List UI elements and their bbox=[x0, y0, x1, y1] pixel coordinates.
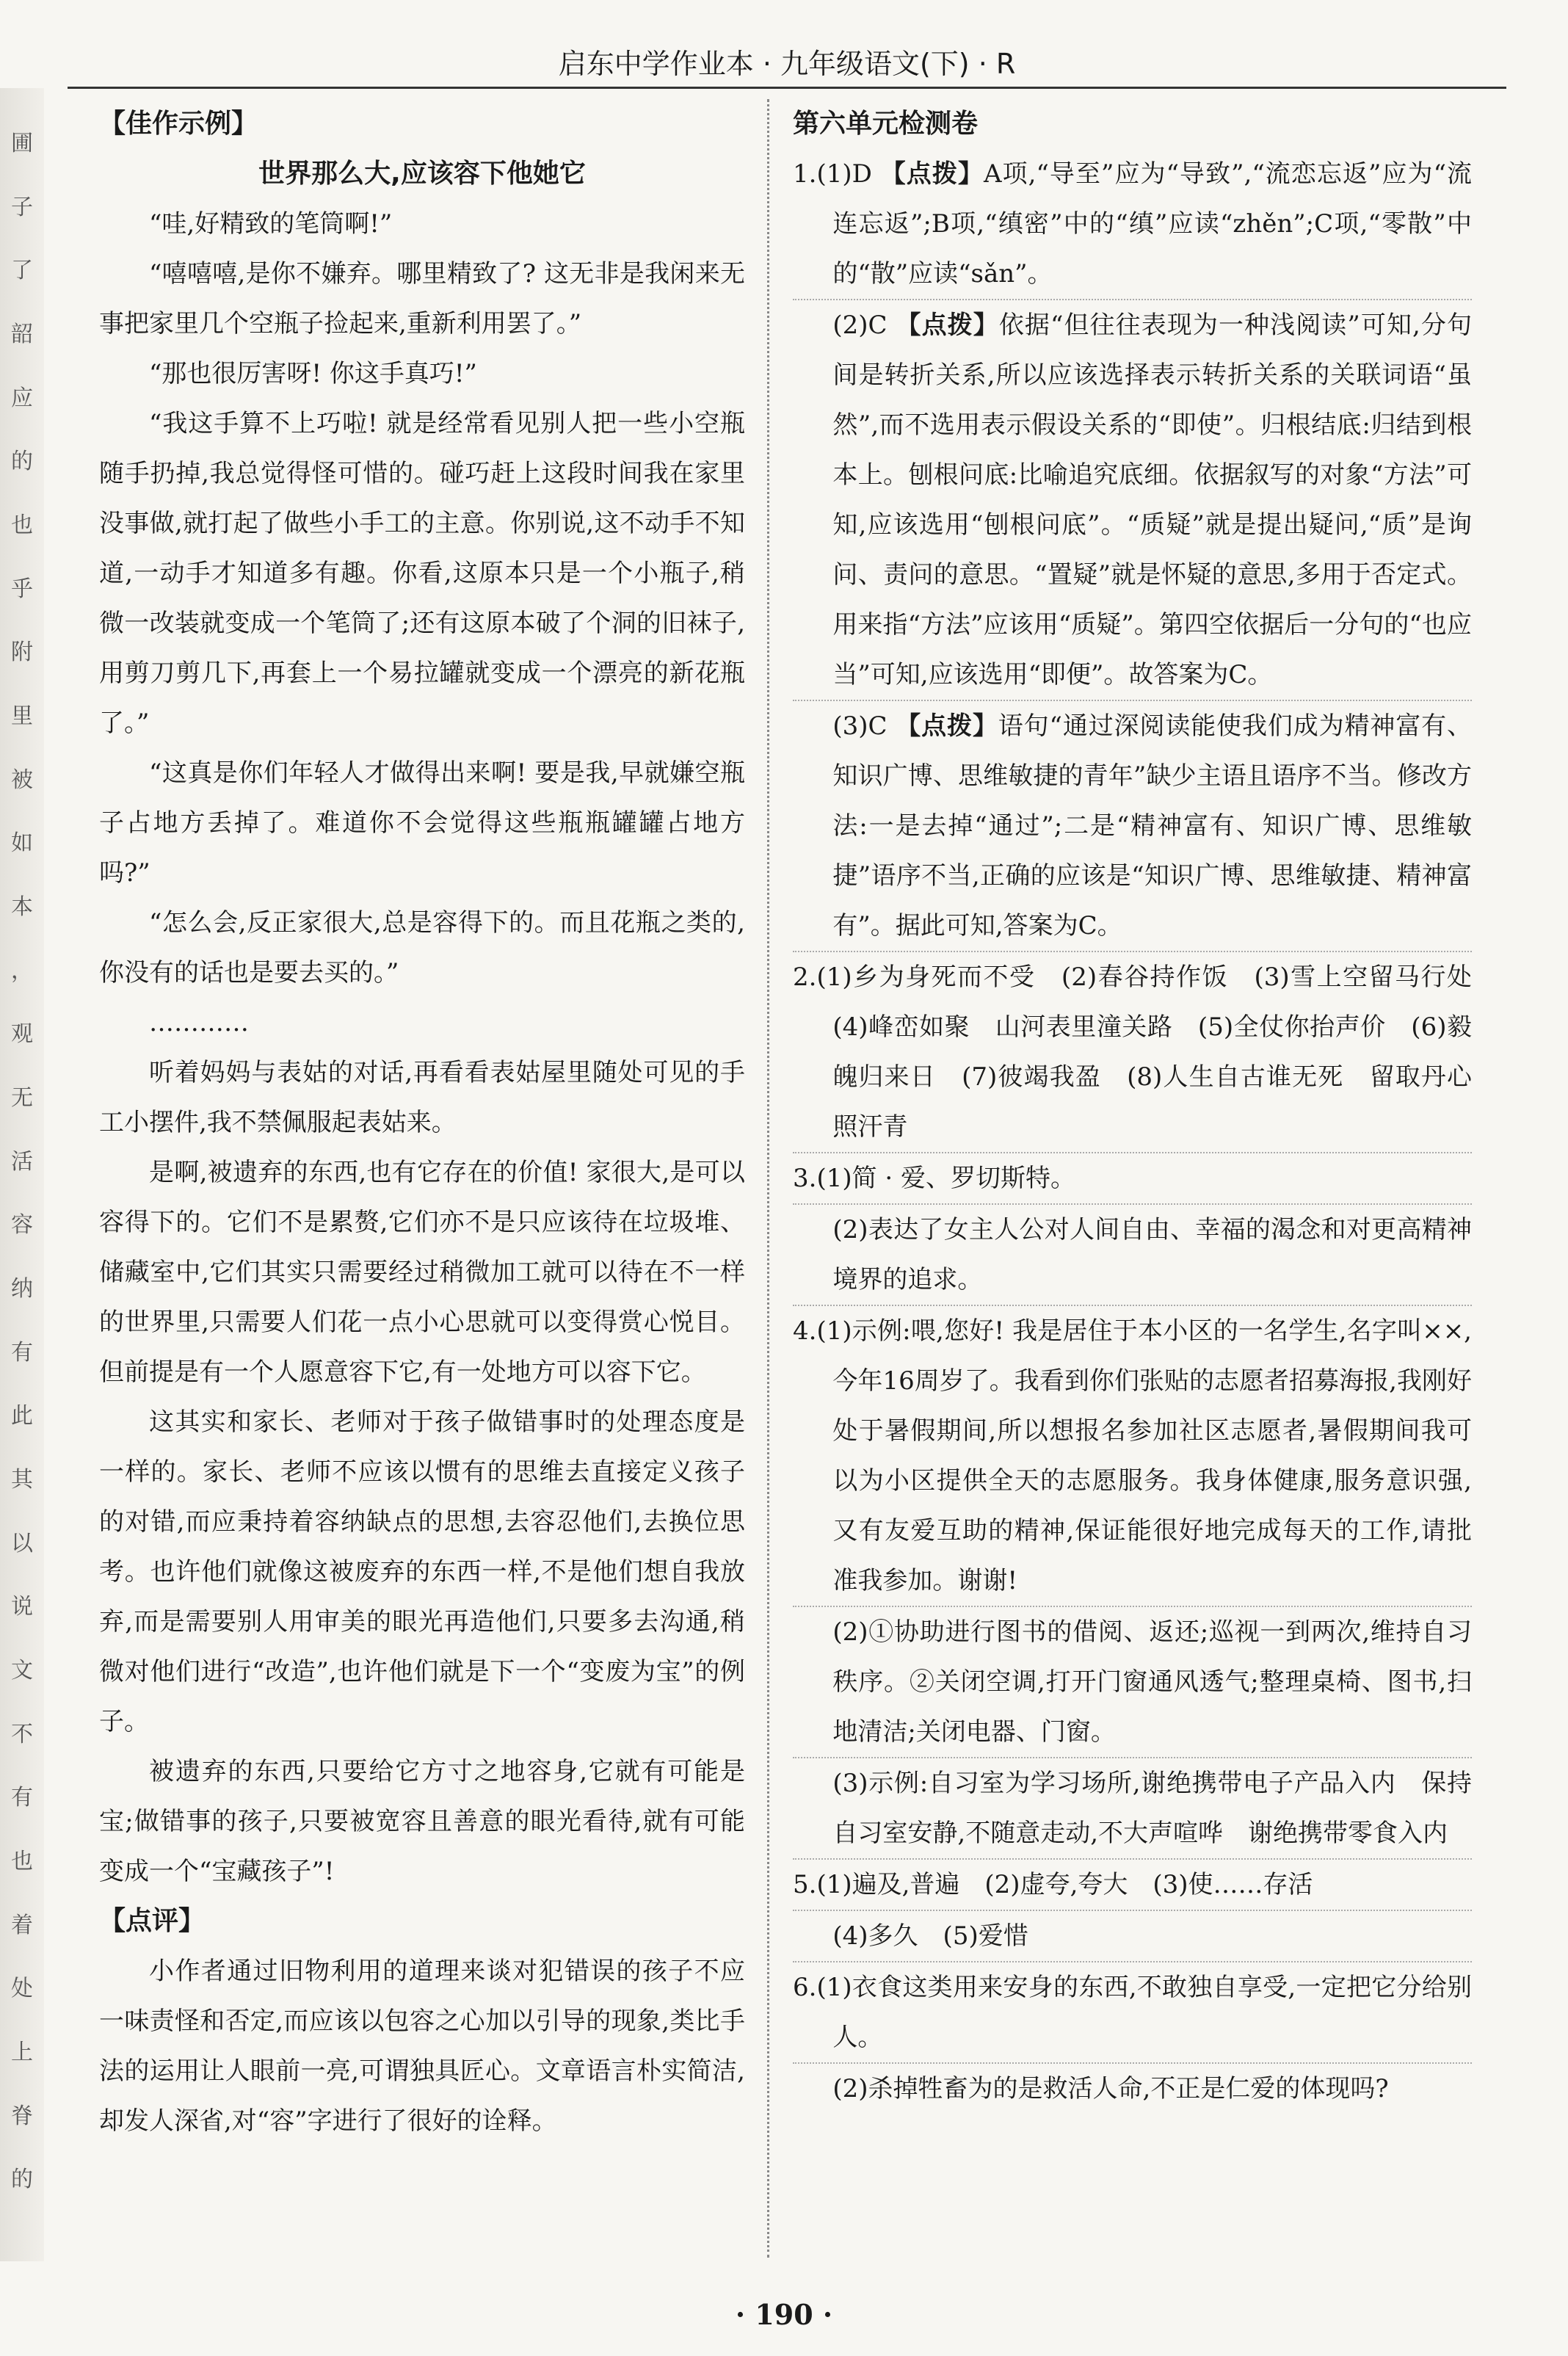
answer-text: 语句“通过深阅读能使我们成为精神富有、知识广博、思维敏捷的青年”缺少主语且语序不当。修改方法:一是去掉“通过”;二是“精神富有、知识广博、思维敏捷”语序不当,正确的应该是“知识广博、思维敏捷、精神富有”。据此可知,答案为C。 bbox=[832, 711, 1473, 940]
answer-1-1 bbox=[793, 149, 1472, 300]
right-column bbox=[793, 99, 1497, 2114]
edge-char: 本 bbox=[11, 894, 33, 920]
answer-5-a: 5.(1)遍及,普遍 (2)虚夸,夸大 (3)使……存活 bbox=[793, 1860, 1472, 1911]
edge-char: ， bbox=[11, 957, 33, 984]
edge-char: 着 bbox=[11, 1912, 33, 1938]
answer-text: A项,“导至”应为“导致”,“流恋忘返”应为“流连忘返”;B项,“缜密”中的“缜”应读“zhěn”;C项,“零散”中的“散”应读“sǎn”。 bbox=[832, 159, 1473, 289]
edge-char: 里 bbox=[11, 703, 33, 729]
section-heading-example: 【佳作示例】 bbox=[99, 109, 258, 139]
edge-char: 的 bbox=[11, 2167, 33, 2193]
edge-char: 也 bbox=[11, 512, 33, 538]
essay-paragraph: “嘻嘻嘻,是你不嫌弃。哪里精致了? 这无非是我闲来无事把家里几个空瓶子捡起来,重新利用罢了。” bbox=[99, 259, 745, 338]
edge-char: 如 bbox=[11, 830, 33, 857]
essay-title: 世界那么大,应该容下他她它 bbox=[258, 159, 586, 189]
hint-tag: 【点拨】 bbox=[896, 711, 998, 741]
edge-char: 文 bbox=[11, 1658, 33, 1683]
answer-3-2: (2)表达了女主人公对人间自由、幸福的渴念和对更高精神境界的追求。 bbox=[793, 1205, 1472, 1306]
edge-char: 容 bbox=[11, 1212, 33, 1239]
edge-char: 子 bbox=[11, 194, 33, 220]
answer-4-3: (3)示例:自习室为学习场所,谢绝携带电子产品入内 保持自习室安静,不随意走动,不大声喧哗 谢绝携带零食入内 bbox=[793, 1758, 1472, 1860]
essay-paragraph: 被遗弃的东西,只要给它方寸之地容身,它就有可能是宝;做错事的孩子,只要被宽容且善意的眼光看待,就有可能变成一个“宝藏孩子”! bbox=[99, 1757, 745, 1886]
essay-paragraph: 这其实和家长、老师对于孩子做错事时的处理态度是一样的。家长、老师不应该以惯有的思维去直接定义孩子的对错,而应秉持着容纳缺点的思想,去容忍他们,去换位思考。也许他们就像这被废弃的东西一样,不是他们想自我放弃,而是需要别人用审美的眼光再造他们,只要多去沟通,稍微对他们进行“改造”,也许他们就是下一个“变废为宝”的例子。 bbox=[99, 1407, 745, 1736]
edge-char: 应 bbox=[11, 385, 33, 411]
answer-number: (2)C bbox=[832, 311, 888, 340]
edge-char: 韶 bbox=[11, 322, 33, 347]
essay-paragraph: “怎么会,反正家很大,总是容得下的。而且花瓶之类的,你没有的话也是要去买的。” bbox=[99, 908, 745, 987]
page-number: · 190 · bbox=[735, 2298, 833, 2331]
edge-char: 此 bbox=[11, 1403, 33, 1429]
section-heading-comment: 【点评】 bbox=[99, 1906, 206, 1936]
edge-char: 以 bbox=[11, 1530, 33, 1556]
answer-6-1: 6.(1)衣食这类用来安身的东西,不敢独自享受,一定把它分给别人。 bbox=[793, 1962, 1472, 2064]
answer-2: 2.(1)乡为身死而不受 (2)春谷持作饭 (3)雪上空留马行处 (4)峰峦如聚 山河表里潼关路 (5)全仗你抬声价 (6)毅魄归来日 (7)彼竭我盈 (8)人生自古谁无死 留取丹心照汗青 bbox=[793, 952, 1472, 1153]
essay-paragraph: 听着妈妈与表姑的对话,再看看表姑屋里随处可见的手工小摆件,我不禁佩服起表姑来。 bbox=[99, 1058, 745, 1137]
edge-char: 其 bbox=[11, 1467, 33, 1493]
essay-paragraph: “哇,好精致的笔筒啊!” bbox=[149, 209, 393, 239]
essay-paragraph: “那也很厉害呀! 你这手真巧!” bbox=[149, 359, 477, 388]
edge-char: 上 bbox=[11, 2040, 33, 2065]
comment-text: 小作者通过旧物利用的道理来谈对犯错误的孩子不应一味责怪和否定,而应该以包容之心加以引导的现象,类比手法的运用让人眼前一亮,可谓独具匠心。文章语言朴实简洁,却发人深省,对“容”字进行了很好的诠释。 bbox=[99, 1957, 745, 2136]
column-divider bbox=[767, 99, 769, 2258]
answer-3-1: 3.(1)简 · 爱、罗切斯特。 bbox=[793, 1153, 1472, 1205]
section-heading-unit-test: 第六单元检测卷 bbox=[793, 109, 979, 139]
edge-char: 脊 bbox=[11, 2103, 33, 2129]
header-rule bbox=[68, 87, 1506, 89]
hint-tag: 【点拨】 bbox=[896, 311, 999, 340]
answer-number: 1.(1)D bbox=[793, 159, 872, 189]
answer-4-2: (2)①协助进行图书的借阅、返还;巡视一到两次,维持自习秩序。②关闭空调,打开门窗通风透气;整理桌椅、图书,扫地清洁;关闭电器、门窗。 bbox=[793, 1607, 1472, 1758]
edge-char: 圃 bbox=[11, 131, 33, 156]
left-column bbox=[99, 99, 745, 2146]
edge-char: 观 bbox=[11, 1021, 33, 1048]
edge-char: 也 bbox=[11, 1849, 33, 1874]
edge-char: 活 bbox=[11, 1148, 33, 1175]
edge-char: 纳 bbox=[11, 1276, 33, 1302]
answer-1-3 bbox=[793, 701, 1472, 952]
answer-4-1: 4.(1)示例:喂,您好! 我是居住于本小区的一名学生,名字叫××,今年16周岁了。我看到你们张贴的志愿者招募海报,我刚好处于暑假期间,所以想报名参加社区志愿者,暑假期间我可以为小区提供全天的志愿服务。我身体健康,服务意识强,又有友爱互助的精神,保证能很好地完成每天的工作,请批准我参加。谢谢! bbox=[793, 1306, 1472, 1607]
answer-6-2: (2)杀掉牲畜为的是救活人命,不正是仁爱的体现吗? bbox=[832, 2074, 1389, 2103]
answer-5-b: (4)多久 (5)爱惜 bbox=[793, 1911, 1472, 1962]
essay-ellipsis: ………… bbox=[149, 1008, 249, 1037]
answer-text: 依据“但往往表现为一种浅阅读”可知,分句间是转折关系,所以应该选择表示转折关系的关联词语“虽然”,而不选用表示假设关系的“即使”。归根结底:归结到根本上。刨根问底:比喻追究底细。依据叙写的对象“方法”可知,应该选用“刨根问底”。“质疑”就是提出疑问,“质”是询问、责问的意思。“置疑”就是怀疑的意思,多用于否定式。用来指“方法”应该用“质疑”。第四空依据后一分句的“也应当”可知,应该选用“即便”。故答案为C。 bbox=[832, 311, 1473, 689]
edge-char: 了 bbox=[11, 258, 33, 284]
edge-char: 附 bbox=[11, 639, 33, 666]
edge-char: 不 bbox=[11, 1721, 33, 1747]
running-header: 启东中学作业本 · 九年级语文(下) · R bbox=[558, 48, 1016, 80]
edge-char: 有 bbox=[11, 1785, 33, 1811]
edge-char: 有 bbox=[11, 1339, 33, 1366]
edge-char: 无 bbox=[11, 1085, 33, 1111]
edge-char: 说 bbox=[11, 1594, 33, 1620]
edge-char: 被 bbox=[11, 766, 33, 793]
edge-char: 处 bbox=[11, 1976, 33, 2002]
essay-paragraph: “我这手算不上巧啦! 就是经常看见别人把一些小空瓶随手扔掉,我总觉得怪可惜的。碰巧赶上这段时间我在家里没事做,就打起了做些小手工的主意。你别说,这不动手不知道,一动手才知道多有趣。你看,这原本只是一个小瓶子,稍微一改装就变成一个笔筒了;还有这原本破了个洞的旧袜子,用剪刀剪几下,再套上一个易拉罐就变成一个漂亮的新花瓶了。” bbox=[99, 409, 745, 738]
edge-char: 乎 bbox=[11, 576, 33, 602]
answer-number: (3)C bbox=[832, 711, 888, 741]
essay-paragraph: “这真是你们年轻人才做得出来啊! 要是我,早就嫌空瓶子占地方丢掉了。难道你不会觉得这些瓶瓶罐罐占地方吗?” bbox=[99, 758, 745, 888]
edge-char: 的 bbox=[11, 449, 33, 475]
answer-1-2 bbox=[793, 300, 1472, 701]
essay-paragraph: 是啊,被遗弃的东西,也有它存在的价值! 家很大,是可以容得下的。它们不是累赘,它们亦不是只应该待在垃圾堆、储藏室中,它们其实只需要经过稍微加工就可以待在不一样的世界里,只需要人们花一点小心思就可以变得赏心悦目。但前提是有一个人愿意容下它,有一处地方可以容下它。 bbox=[99, 1158, 745, 1387]
hint-tag: 【点拨】 bbox=[880, 159, 984, 189]
